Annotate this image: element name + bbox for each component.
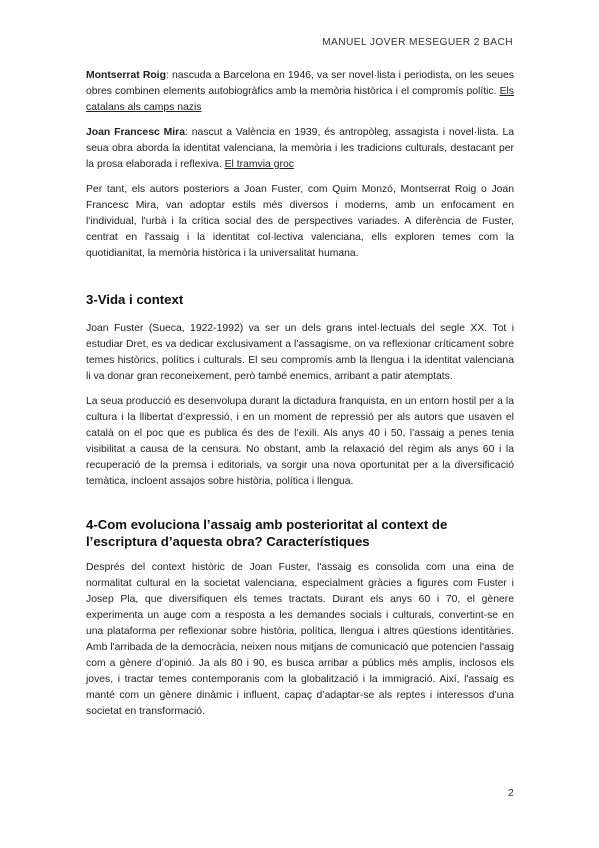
author-name: Joan Francesc Mira xyxy=(86,127,186,138)
work-title-link[interactable]: El tramvia groc xyxy=(224,159,294,170)
page-number: 2 xyxy=(508,788,514,799)
work-title-link[interactable]: Els catalans als camps nazis xyxy=(86,86,514,113)
author-entry-roig xyxy=(86,68,514,116)
document-header: MANUEL JOVER MESEGUER 2 BACH xyxy=(322,37,513,48)
summary-paragraph: Per tant, els autors posteriors a Joan Fuster, com Quim Monzó, Montserrat Roig o Joan Francesc Mira, van adoptar estils més diversos i moderns, amb un enfocament en l'individual, l'urbà i la crítica social des de perspectives variades. A diferència de Fuster, centrat en l'assaig i la identitat col·lectiva valenciana, ells exploren temes com la quotidianitat, la memòria històrica i la universalitat humana. xyxy=(86,184,514,259)
section3-paragraph: La seua producció es desenvolupa durant la dictadura franquista, en un entorn hostil per a la cultura i la llibertat d’expressió, i en un moment de repressió per als autors que usaven el català on el poc que es publica és des de l’exili. Als anys 40 i 50, l’assaig a penes tenia visibilitat a causa de la censura. No obstant, amb la relaxació del règim als anys 60 i la recuperació de la premsa i editorials, va sorgir una nova oportunitat per a la diversificació temàtica, incloent assajos sobre història, política i llengua. xyxy=(86,396,514,487)
author-description: : nascuda a Barcelona en 1946, va ser novel·lista i periodista, on les seues obres combinen elements autobiogràfics amb la memòria històrica i el compromís polític. xyxy=(86,70,514,97)
section3-paragraph: Joan Fuster (Sueca, 1922-1992) va ser un dels grans intel·lectuals del segle XX. Tot i estudiar Dret, es va dedicar exclusivament a l’assagisme, on va reflexionar críticament sobre temes històrics, polítics i culturals. El seu compromís amb la llengua i la identitat valenciana li va donar gran reconeixement, però també enemics, arribant a patir atemptats. xyxy=(86,323,514,382)
author-name: Montserrat Roig xyxy=(86,70,166,81)
document-body xyxy=(86,68,514,729)
author-entry-mira xyxy=(86,125,514,173)
section-heading-evolucio-assaig: 4-Com evoluciona l’assaig amb posterioritat al context de l’escriptura d’aquesta obra? Característiques xyxy=(86,517,448,549)
section-heading-vida-context: 3-Vida i context xyxy=(86,292,184,307)
author-description: : nascut a València en 1939, és antropòleg, assagista i novel·lista. La seua obra aborda la identitat valenciana, la memòria i les tradicions culturals, destacant per la prosa elaborada i reflexiva. xyxy=(86,127,514,170)
section4-paragraph: Després del context històric de Joan Fuster, l'assaig es consolida com una eina de normalitat cultural en la societat valenciana, especialment gràcies a figures com Fuster i Josep Pla, que diversifiquen els temes tractats. Durant els anys 60 i 70, el gènere experimenta un auge com a resposta a les demandes socials i culturals, convertint-se en una plataforma per reflexionar sobre història, política, llengua i altres qüestions identitàries. Amb l'arribada de la democràcia, neixen nous mitjans de comunicació que potencien l'assaig com a gènere d’opinió. Ja als 80 i 90, es busca arribar a públics més amplis, inclosos els joves, i tractar temes contemporanis com la globalització i la immigració. Així, l'assaig es manté com un gènere dinàmic i influent, capaç d’adaptar-se als reptes i interessos d’una societat en transformació. xyxy=(86,562,514,717)
